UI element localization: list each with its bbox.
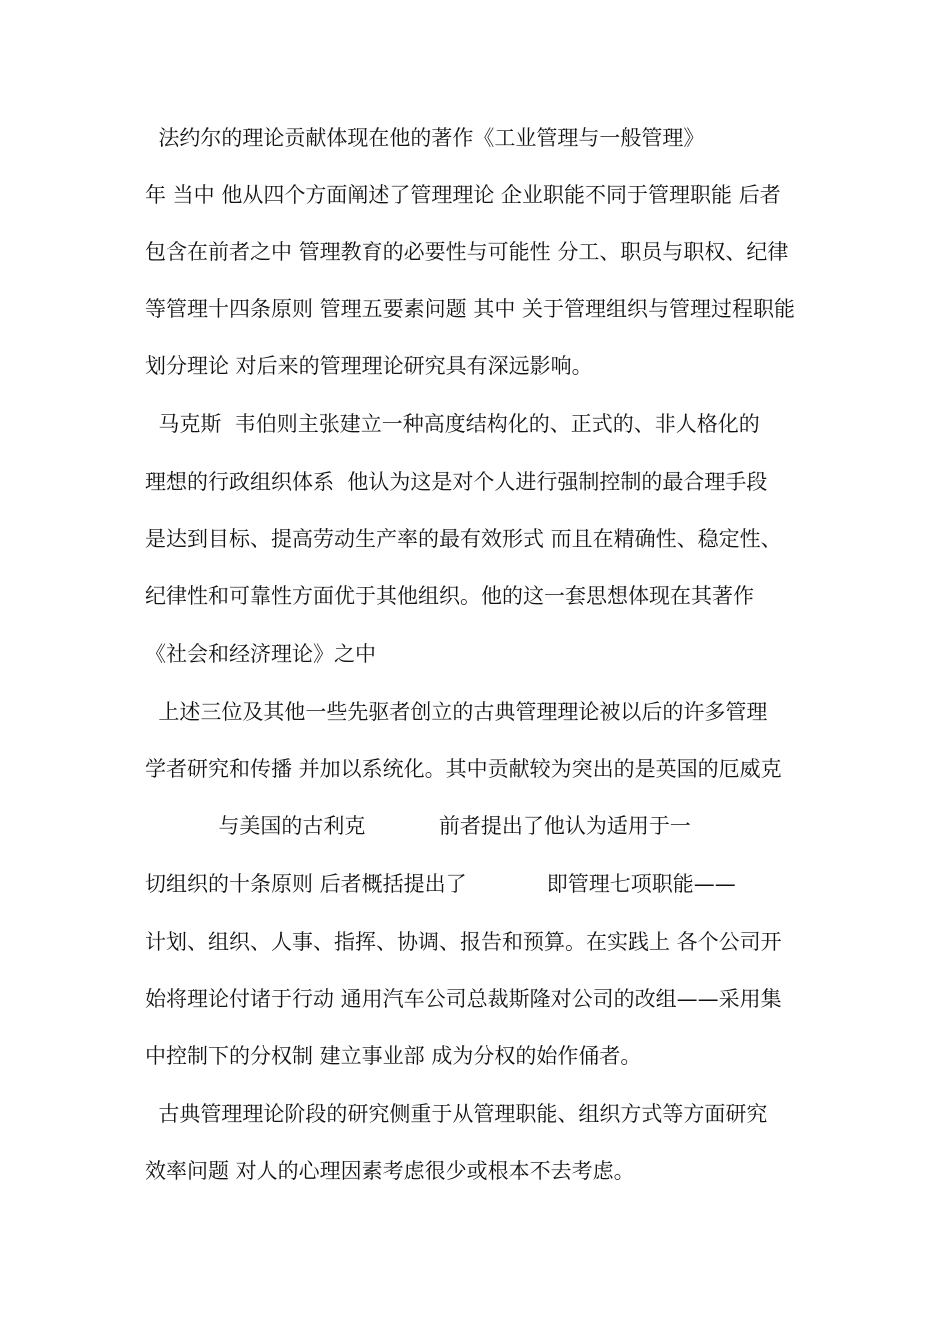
text-line: 马克斯 韦伯则主张建立一种高度结构化的、正式的、非人格化的 [145, 412, 760, 436]
text-line: 《社会和经济理论》之中 [145, 642, 376, 666]
text-line: 法约尔的理论贡献体现在他的著作《工业管理与一般管理》 [145, 126, 705, 150]
text-line: 年 当中 他从四个方面阐述了管理理论 企业职能不同于管理职能 后者 [145, 183, 781, 207]
text-line: 与美国的古利克 前者提出了他认为适用于一 [145, 814, 691, 838]
text-line: 上述三位及其他一些先驱者创立的古典管理理论被以后的许多管理 [145, 700, 768, 724]
text-line: 始将理论付诸于行动 通用汽车公司总裁斯隆对公司的改组——采用集 [145, 987, 782, 1011]
text-line: 是达到目标、提高劳动生产率的最有效形式 而且在精确性、稳定性、 [145, 527, 782, 551]
text-line: 等管理十四条原则 管理五要素问题 其中 关于管理组织与管理过程职能 [145, 297, 796, 321]
text-line: 理想的行政组织体系 他认为这是对个人进行强制控制的最合理手段 [145, 470, 768, 494]
text-line: 包含在前者之中 管理教育的必要性与可能性 分工、职员与职权、纪律 [145, 240, 789, 264]
text-line: 切组织的十条原则 后者概括提出了 即管理七项职能—— [145, 872, 736, 896]
text-line: 中控制下的分权制 建立事业部 成为分权的始作俑者。 [145, 1044, 642, 1068]
text-line: 计划、组织、人事、指挥、协调、报告和预算。在实践上 各个公司开 [145, 930, 782, 954]
text-line: 划分理论 对后来的管理理论研究具有深远影响。 [145, 354, 593, 378]
text-line: 纪律性和可靠性方面优于其他组织。他的这一套思想体现在其著作 [145, 584, 754, 608]
text-line: 古典管理理论阶段的研究侧重于从管理职能、组织方式等方面研究 [145, 1102, 768, 1126]
text-line: 效率问题 对人的心理因素考虑很少或根本不去考虑。 [145, 1159, 635, 1183]
text-line: 学者研究和传播 并加以系统化。其中贡献较为突出的是英国的厄威克 [145, 757, 782, 781]
